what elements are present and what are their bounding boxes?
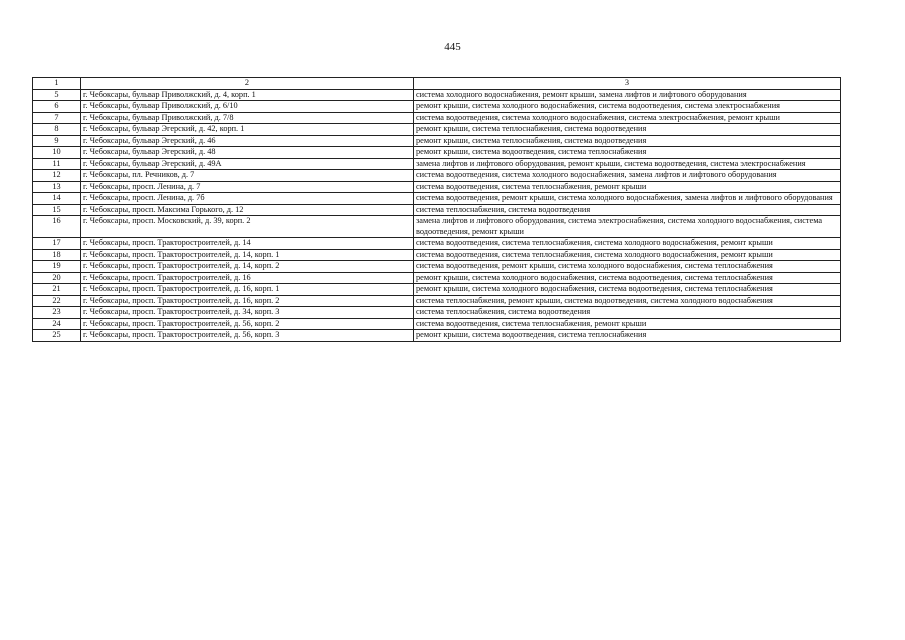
address-cell: г. Чебоксары, просп. Московский, д. 39, корп. 2: [81, 216, 414, 238]
works-cell: ремонт крыши, система теплоснабжения, система водоотведения: [414, 124, 841, 136]
address-cell: г. Чебоксары, пл. Речников, д. 7: [81, 170, 414, 182]
table-row: [33, 216, 841, 238]
table-row: [33, 261, 841, 273]
address-cell: г. Чебоксары, бульвар Эгерский, д. 48: [81, 147, 414, 159]
table-row: [33, 158, 841, 170]
address-cell: г. Чебоксары, бульвар Эгерский, д. 49А: [81, 158, 414, 170]
address-cell: г. Чебоксары, бульвар Приволжский, д. 7/8: [81, 112, 414, 124]
table-row: [33, 89, 841, 101]
address-cell: г. Чебоксары, просп. Ленина, д. 7б: [81, 193, 414, 205]
address-cell: г. Чебоксары, бульвар Приволжский, д. 4, корп. 1: [81, 89, 414, 101]
works-cell: ремонт крыши, система водоотведения, система теплоснабжения: [414, 330, 841, 342]
works-cell: система водоотведения, система теплоснабжения, система холодного водоснабжения, ремонт крыши: [414, 238, 841, 250]
address-cell: г. Чебоксары, бульвар Эгерский, д. 42, корп. 1: [81, 124, 414, 136]
header-cell-3: 3: [414, 78, 841, 90]
address-cell: г. Чебоксары, бульвар Эгерский, д. 46: [81, 135, 414, 147]
works-cell: замена лифтов и лифтового оборудования, ремонт крыши, система водоотведения, система электроснабжения: [414, 158, 841, 170]
row-number: 21: [33, 284, 81, 296]
table-row: [33, 147, 841, 159]
works-cell: система водоотведения, ремонт крыши, система холодного водоснабжения, система теплоснабжения: [414, 261, 841, 273]
table-row: [33, 272, 841, 284]
works-table: [32, 77, 841, 342]
works-cell: система теплоснабжения, система водоотведения: [414, 307, 841, 319]
row-number: 9: [33, 135, 81, 147]
row-number: 17: [33, 238, 81, 250]
table-row: [33, 249, 841, 261]
row-number: 10: [33, 147, 81, 159]
row-number: 14: [33, 193, 81, 205]
row-number: 19: [33, 261, 81, 273]
address-cell: г. Чебоксары, просп. Тракторостроителей, д. 16, корп. 2: [81, 295, 414, 307]
works-cell: система теплоснабжения, система водоотведения: [414, 204, 841, 216]
works-cell: система теплоснабжения, ремонт крыши, система водоотведения, система холодного водоснабжения: [414, 295, 841, 307]
table-row: [33, 330, 841, 342]
row-number: 6: [33, 101, 81, 113]
row-number: 12: [33, 170, 81, 182]
table-row: [33, 318, 841, 330]
table-row: [33, 112, 841, 124]
table-row: [33, 181, 841, 193]
table-row: [33, 193, 841, 205]
address-cell: г. Чебоксары, просп. Тракторостроителей, д. 16: [81, 272, 414, 284]
works-cell: система холодного водоснабжения, ремонт крыши, замена лифтов и лифтового оборудования: [414, 89, 841, 101]
row-number: 11: [33, 158, 81, 170]
table-row: [33, 124, 841, 136]
address-cell: г. Чебоксары, просп. Тракторостроителей, д. 56, корп. 2: [81, 318, 414, 330]
address-cell: г. Чебоксары, просп. Тракторостроителей, д. 56, корп. 3: [81, 330, 414, 342]
works-cell: замена лифтов и лифтового оборудования, система электроснабжения, система холодного водоснабжения, система водоотведения, ремонт крыши: [414, 216, 841, 238]
row-number: 15: [33, 204, 81, 216]
address-cell: г. Чебоксары, просп. Тракторостроителей, д. 34, корп. 3: [81, 307, 414, 319]
works-cell: ремонт крыши, система холодного водоснабжения, система водоотведения, система электроснабжения: [414, 101, 841, 113]
page-number: 445: [444, 41, 461, 53]
address-cell: г. Чебоксары, просп. Тракторостроителей, д. 14: [81, 238, 414, 250]
address-cell: г. Чебоксары, просп. Тракторостроителей, д. 14, корп. 2: [81, 261, 414, 273]
header-cell-1: 1: [33, 78, 81, 90]
works-cell: ремонт крыши, система холодного водоснабжения, система водоотведения, система теплоснабжения: [414, 284, 841, 296]
row-number: 24: [33, 318, 81, 330]
table-row: [33, 135, 841, 147]
table-row: [33, 295, 841, 307]
row-number: 5: [33, 89, 81, 101]
address-cell: г. Чебоксары, просп. Тракторостроителей, д. 14, корп. 1: [81, 249, 414, 261]
row-number: 13: [33, 181, 81, 193]
table-row: [33, 238, 841, 250]
works-cell: ремонт крыши, система водоотведения, система теплоснабжения: [414, 147, 841, 159]
works-cell: ремонт крыши, система холодного водоснабжения, система водоотведения, система теплоснабжения: [414, 272, 841, 284]
works-cell: система водоотведения, система теплоснабжения, ремонт крыши: [414, 318, 841, 330]
table-row: [33, 170, 841, 182]
table-row: [33, 284, 841, 296]
row-number: 20: [33, 272, 81, 284]
row-number: 18: [33, 249, 81, 261]
row-number: 7: [33, 112, 81, 124]
works-cell: система водоотведения, система теплоснабжения, ремонт крыши: [414, 181, 841, 193]
works-cell: система водоотведения, система теплоснабжения, система холодного водоснабжения, ремонт крыши: [414, 249, 841, 261]
table-row: [33, 101, 841, 113]
address-cell: г. Чебоксары, просп. Ленина, д. 7: [81, 181, 414, 193]
row-number: 25: [33, 330, 81, 342]
row-number: 8: [33, 124, 81, 136]
works-cell: система водоотведения, система холодного водоснабжения, система электроснабжения, ремонт крыши: [414, 112, 841, 124]
row-number: 23: [33, 307, 81, 319]
address-cell: г. Чебоксары, бульвар Приволжский, д. 6/10: [81, 101, 414, 113]
row-number: 22: [33, 295, 81, 307]
table-row: [33, 307, 841, 319]
table-row: [33, 204, 841, 216]
works-cell: система водоотведения, система холодного водоснабжения, замена лифтов и лифтового оборудования: [414, 170, 841, 182]
address-cell: г. Чебоксары, просп. Тракторостроителей, д. 16, корп. 1: [81, 284, 414, 296]
works-cell: ремонт крыши, система теплоснабжения, система водоотведения: [414, 135, 841, 147]
row-number: 16: [33, 216, 81, 238]
address-cell: г. Чебоксары, просп. Максима Горького, д. 12: [81, 204, 414, 216]
header-cell-2: 2: [81, 78, 414, 90]
table-header-row: [33, 78, 841, 90]
works-cell: система водоотведения, ремонт крыши, система холодного водоснабжения, замена лифтов и лифтового оборудования: [414, 193, 841, 205]
